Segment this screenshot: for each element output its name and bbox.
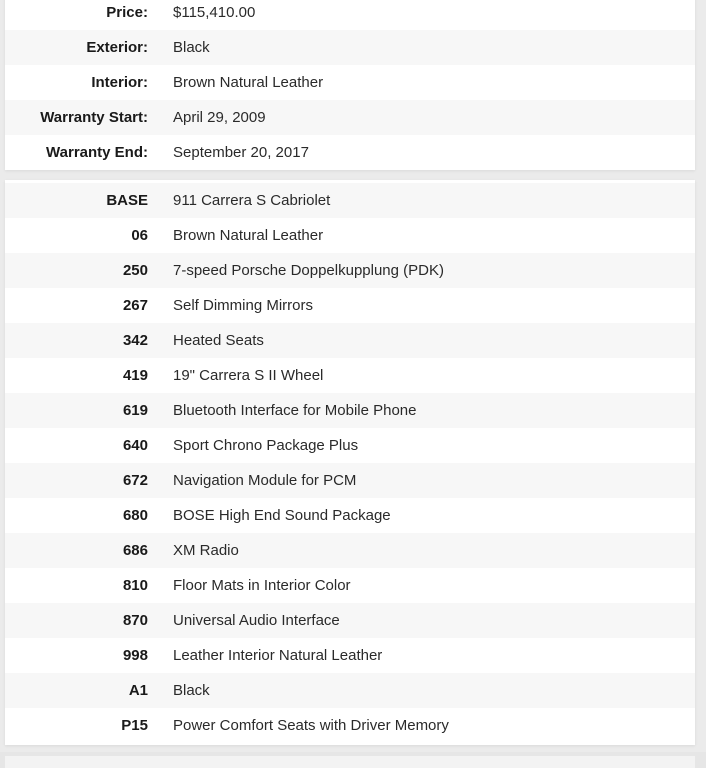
- option-description: 7-speed Porsche Doppelkupplung (PDK): [173, 262, 444, 279]
- option-description: Self Dimming Mirrors: [173, 297, 314, 314]
- option-code: 680: [122, 507, 148, 524]
- option-code: A1: [128, 682, 148, 699]
- option-description: Leather Interior Natural Leather: [173, 647, 383, 664]
- option-code: 250: [122, 262, 148, 279]
- detail-label: Exterior:: [86, 39, 148, 56]
- option-row: [5, 673, 695, 708]
- option-code: 640: [122, 437, 148, 454]
- option-code: 870: [122, 612, 148, 629]
- option-description: Universal Audio Interface: [173, 612, 340, 629]
- vehicle-details-card: [5, 0, 695, 170]
- option-row: [5, 288, 695, 323]
- detail-label: Warranty Start:: [40, 109, 148, 126]
- option-row: [5, 603, 695, 638]
- detail-row-warranty-start: [5, 100, 695, 135]
- option-description: Sport Chrono Package Plus: [173, 437, 359, 454]
- option-code: 619: [122, 402, 148, 419]
- detail-row-price: [5, 0, 695, 30]
- detail-value: April 29, 2009: [173, 109, 266, 126]
- option-description: Bluetooth Interface for Mobile Phone: [173, 402, 417, 419]
- option-row: [5, 253, 695, 288]
- option-code: BASE: [106, 192, 148, 209]
- next-card-edge: [5, 756, 695, 768]
- option-code: 419: [122, 367, 148, 384]
- option-code: 342: [122, 332, 148, 349]
- option-code: 810: [122, 577, 148, 594]
- option-row: [5, 393, 695, 428]
- option-row: [5, 218, 695, 253]
- option-row: [5, 183, 695, 218]
- option-description: Brown Natural Leather: [173, 227, 324, 244]
- option-description: Power Comfort Seats with Driver Memory: [173, 717, 449, 734]
- option-code: 686: [122, 542, 148, 559]
- option-row: [5, 708, 695, 743]
- detail-value: September 20, 2017: [173, 144, 309, 161]
- detail-row-exterior: [5, 30, 695, 65]
- option-code: 267: [122, 297, 148, 314]
- detail-label: Interior:: [91, 74, 148, 91]
- option-row: [5, 568, 695, 603]
- option-row: [5, 498, 695, 533]
- option-codes-card: [5, 180, 695, 745]
- detail-label: Price:: [106, 4, 148, 21]
- option-description: Floor Mats in Interior Color: [173, 577, 351, 594]
- option-row: [5, 428, 695, 463]
- option-description: 19" Carrera S II Wheel: [173, 367, 324, 384]
- option-description: XM Radio: [173, 542, 239, 559]
- detail-value: Black: [173, 39, 210, 56]
- detail-label: Warranty End:: [46, 144, 148, 161]
- option-description: Heated Seats: [173, 332, 264, 349]
- option-description: 911 Carrera S Cabriolet: [173, 192, 331, 209]
- detail-value: $115,410.00: [173, 4, 256, 21]
- option-row: [5, 463, 695, 498]
- option-code: 06: [131, 227, 148, 244]
- option-description: Navigation Module for PCM: [173, 472, 357, 489]
- option-row: [5, 638, 695, 673]
- option-description: BOSE High End Sound Package: [173, 507, 391, 524]
- detail-value: Brown Natural Leather: [173, 74, 324, 91]
- detail-row-warranty-end: [5, 135, 695, 170]
- option-code: 672: [122, 472, 148, 489]
- option-row: [5, 323, 695, 358]
- option-row: [5, 358, 695, 393]
- option-code: 998: [122, 647, 148, 664]
- option-description: Black: [173, 682, 210, 699]
- detail-row-interior: [5, 65, 695, 100]
- option-row: [5, 533, 695, 568]
- option-code: P15: [121, 717, 148, 734]
